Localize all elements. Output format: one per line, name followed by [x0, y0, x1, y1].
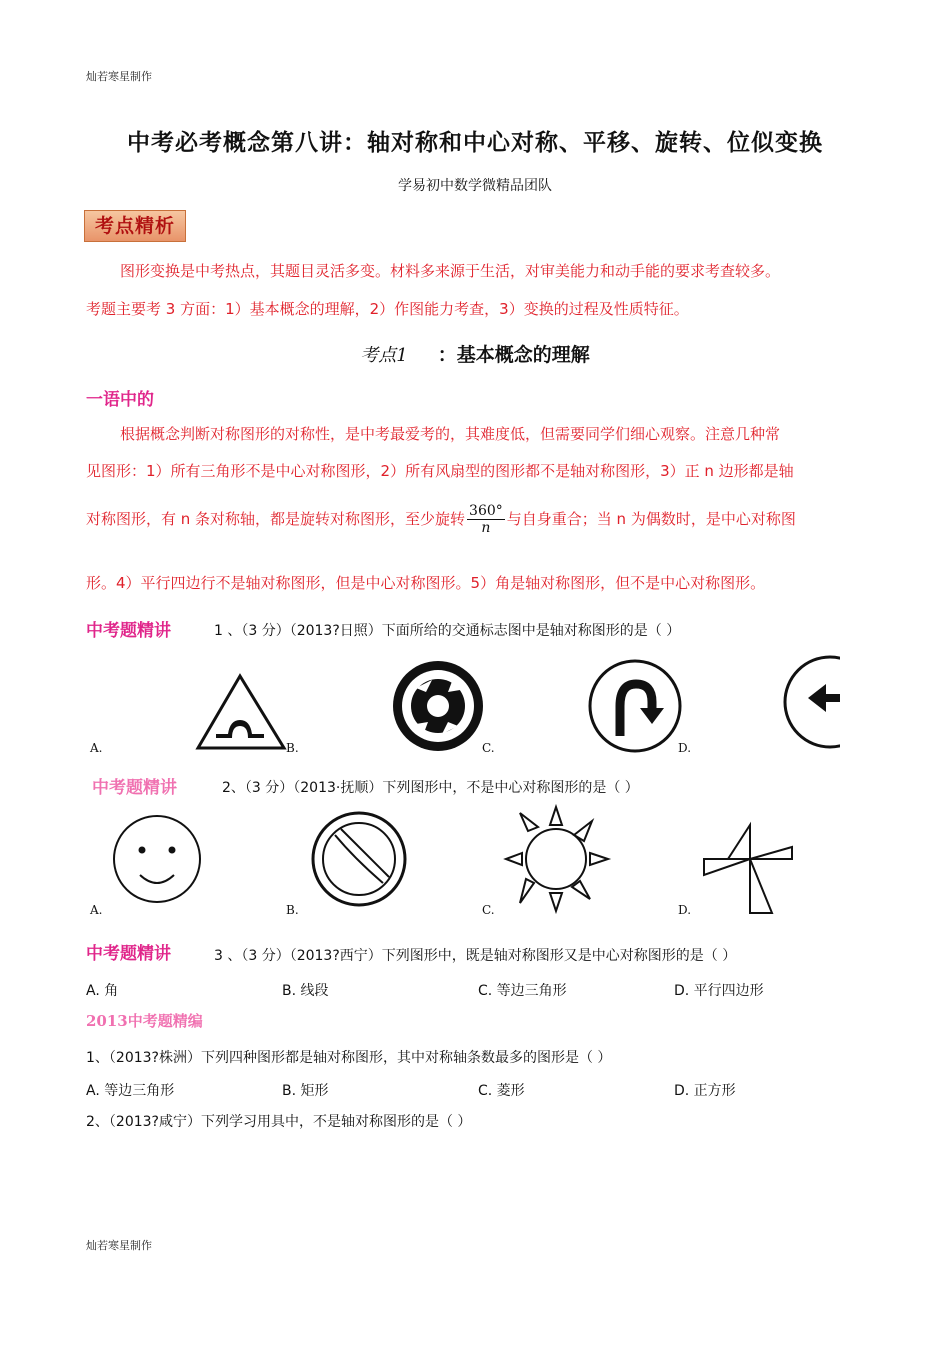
- q1-heading: 中考题精讲: [86, 621, 171, 641]
- q3-option-b: B. 线段: [282, 983, 329, 999]
- q3-heading: 中考题精讲: [86, 944, 171, 964]
- q2-pinwheel-d: [704, 825, 792, 913]
- section-heading: [0, 340, 950, 367]
- yiyu-line-3-before: 对称图形，有 n 条对称轴，都是旋转对称图形，至少旋转: [86, 510, 466, 528]
- q2-label-c: C.: [482, 903, 495, 917]
- intro-line-1: 图形变换是中考热点，其题目灵活多变。材料多来源于生活，对审美能力和动手能的要求考查较多。: [120, 262, 781, 280]
- yiyu-line-2: 见图形：1）所有三角形不是中心对称图形，2）所有风扇型的图形都不是轴对称图形，3）正 n 边形都是轴: [86, 462, 794, 480]
- e1-option-d: D. 正方形: [674, 1083, 736, 1099]
- section-signature: 考点1: [360, 345, 408, 366]
- q1-label-b: B.: [286, 741, 299, 755]
- section-heading-text: ：基本概念的理解: [437, 344, 590, 366]
- yiyu-heading: 一语中的: [86, 390, 154, 410]
- q2-smiley-a: [114, 816, 200, 902]
- footer-note: 灿若寒星制作: [86, 1239, 152, 1252]
- q2-label-b: B.: [286, 903, 299, 917]
- page-title: 中考必考概念第八讲：轴对称和中心对称、平移、旋转、位似变换: [127, 129, 823, 156]
- intro-line-2: 考题主要考 3 方面：1）基本概念的理解，2）作图能力考查，3）变换的过程及性质特征。: [86, 300, 689, 318]
- edit-heading: 2013中考题精编: [86, 1012, 203, 1030]
- yiyu-line-3: [86, 503, 796, 536]
- yiyu-line-3-after: 与自身重合；当 n 为偶数时，是中心对称图: [506, 510, 796, 528]
- q1-label-c: C.: [482, 741, 495, 755]
- q2-figures: [80, 795, 840, 920]
- q3-option-d: D. 平行四边形: [674, 983, 764, 999]
- q2-text: 2、（3 分）（2013·抚顺）下列图形中，不是中心对称图形的是（ ）: [222, 780, 639, 796]
- q2-label-a: A.: [90, 903, 103, 917]
- yiyu-line-4: 形。4）平行四边行不是轴对称图形，但是中心对称图形。5）角是轴对称图形，但不是中心对称图形。: [86, 574, 766, 592]
- q2-sun-c: [506, 807, 608, 911]
- fraction-numerator: 360°: [469, 503, 503, 519]
- e1-option-b: B. 矩形: [282, 1083, 329, 1099]
- fraction: [467, 503, 505, 536]
- e2-text: 2、（2013?咸宁）下列学习用具中，不是轴对称图形的是（ ）: [86, 1114, 472, 1130]
- q1-text: 1 、（3 分）（2013?日照）下面所给的交通标志图中是轴对称图形的是（ ）: [214, 623, 681, 639]
- q1-figures: [80, 640, 840, 760]
- q2-heading: 中考题精讲: [92, 778, 177, 798]
- q1-label-a: A.: [90, 741, 103, 755]
- q3-option-c: C. 等边三角形: [478, 983, 567, 999]
- fraction-denominator: n: [481, 520, 491, 536]
- header-note: 灿若寒星制作: [86, 70, 152, 83]
- q2-label-d: D.: [678, 903, 692, 917]
- q1-sign-c: [590, 661, 680, 751]
- yiyu-line-1: 根据概念判断对称图形的对称性，是中考最爱考的，其难度低，但需要同学们细心观察。注意几种常: [120, 425, 781, 443]
- e1-option-c: C. 菱形: [478, 1083, 525, 1099]
- q2-circle-b: [313, 813, 405, 905]
- e1-text: 1、（2013?株洲）下列四种图形都是轴对称图形，其中对称轴条数最多的图形是（ ）: [86, 1050, 612, 1066]
- q1-sign-b: [393, 661, 483, 751]
- q3-text: 3 、（3 分）（2013?西宁）下列图形中，既是轴对称图形又是中心对称图形的是（ ）: [214, 948, 737, 964]
- section-badge: 考点精析: [84, 210, 186, 242]
- q3-option-a: A. 角: [86, 983, 119, 999]
- q1-sign-d: [785, 657, 840, 747]
- e1-option-a: A. 等边三角形: [86, 1083, 175, 1099]
- page-subtitle: 学易初中数学微精品团队: [398, 178, 552, 194]
- q1-sign-a: [198, 676, 284, 748]
- q1-label-d: D.: [678, 741, 692, 755]
